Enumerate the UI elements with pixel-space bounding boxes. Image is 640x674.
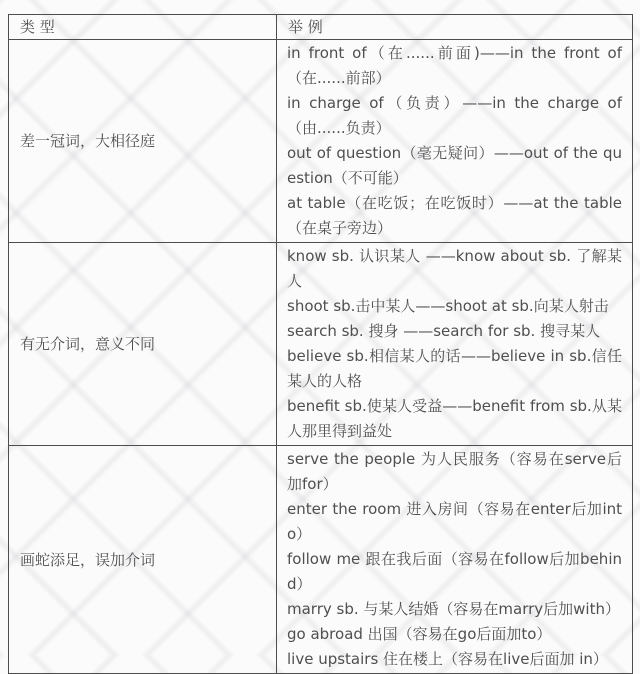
type-cell: 画蛇添足，误加介词 [9,446,277,674]
example-line: search sb. 搜身 ——search for sb. 搜寻某人 [287,322,601,340]
example-line: out of question（毫无疑问）——out of the question（不可能） [287,144,622,187]
example-line: benefit sb.使某人受益——benefit from sb.从某人那里得到益处 [287,397,622,440]
table-body [9,40,633,674]
example-line: believe sb.相信某人的话——believe in sb.信任某人的人格 [287,347,622,390]
table-row [9,243,633,446]
table-row [9,446,633,674]
examples-cell [277,243,633,446]
example-line: shoot sb.击中某人——shoot at sb.向某人射击 [287,297,609,315]
table-row [9,40,633,243]
type-cell: 差一冠词，大相径庭 [9,40,277,243]
example-line: in charge of（负责）——in the charge of（由......负责） [287,94,622,137]
example-line: serve the people 为人民服务（容易在serve后加for） [287,450,622,493]
example-line: in front of（在......前面)——in the front of（在......前部） [287,44,622,87]
example-line: follow me 跟在我后面（容易在follow后加behind） [287,550,622,593]
header-row [9,15,633,40]
type-cell: 有无介词，意义不同 [9,243,277,446]
example-line: at table（在吃饭；在吃饭时）——at the table（在桌子旁边） [287,194,622,237]
example-line: live upstairs 住在楼上（容易在live后面加 in） [287,650,608,668]
example-line: go abroad 出国（容易在go后面加to） [287,625,552,643]
col-header-examples: 举 例 [277,15,633,40]
preposition-comparison-table [8,14,633,674]
col-header-type: 类 型 [9,15,277,40]
examples-cell [277,40,633,243]
example-line: enter the room 进入房间（容易在enter后加into） [287,500,622,543]
example-line: marry sb. 与某人结婚（容易在marry后加with） [287,600,620,618]
examples-cell [277,446,633,674]
example-line: know sb. 认识某人 ——know about sb. 了解某人 [287,247,622,290]
